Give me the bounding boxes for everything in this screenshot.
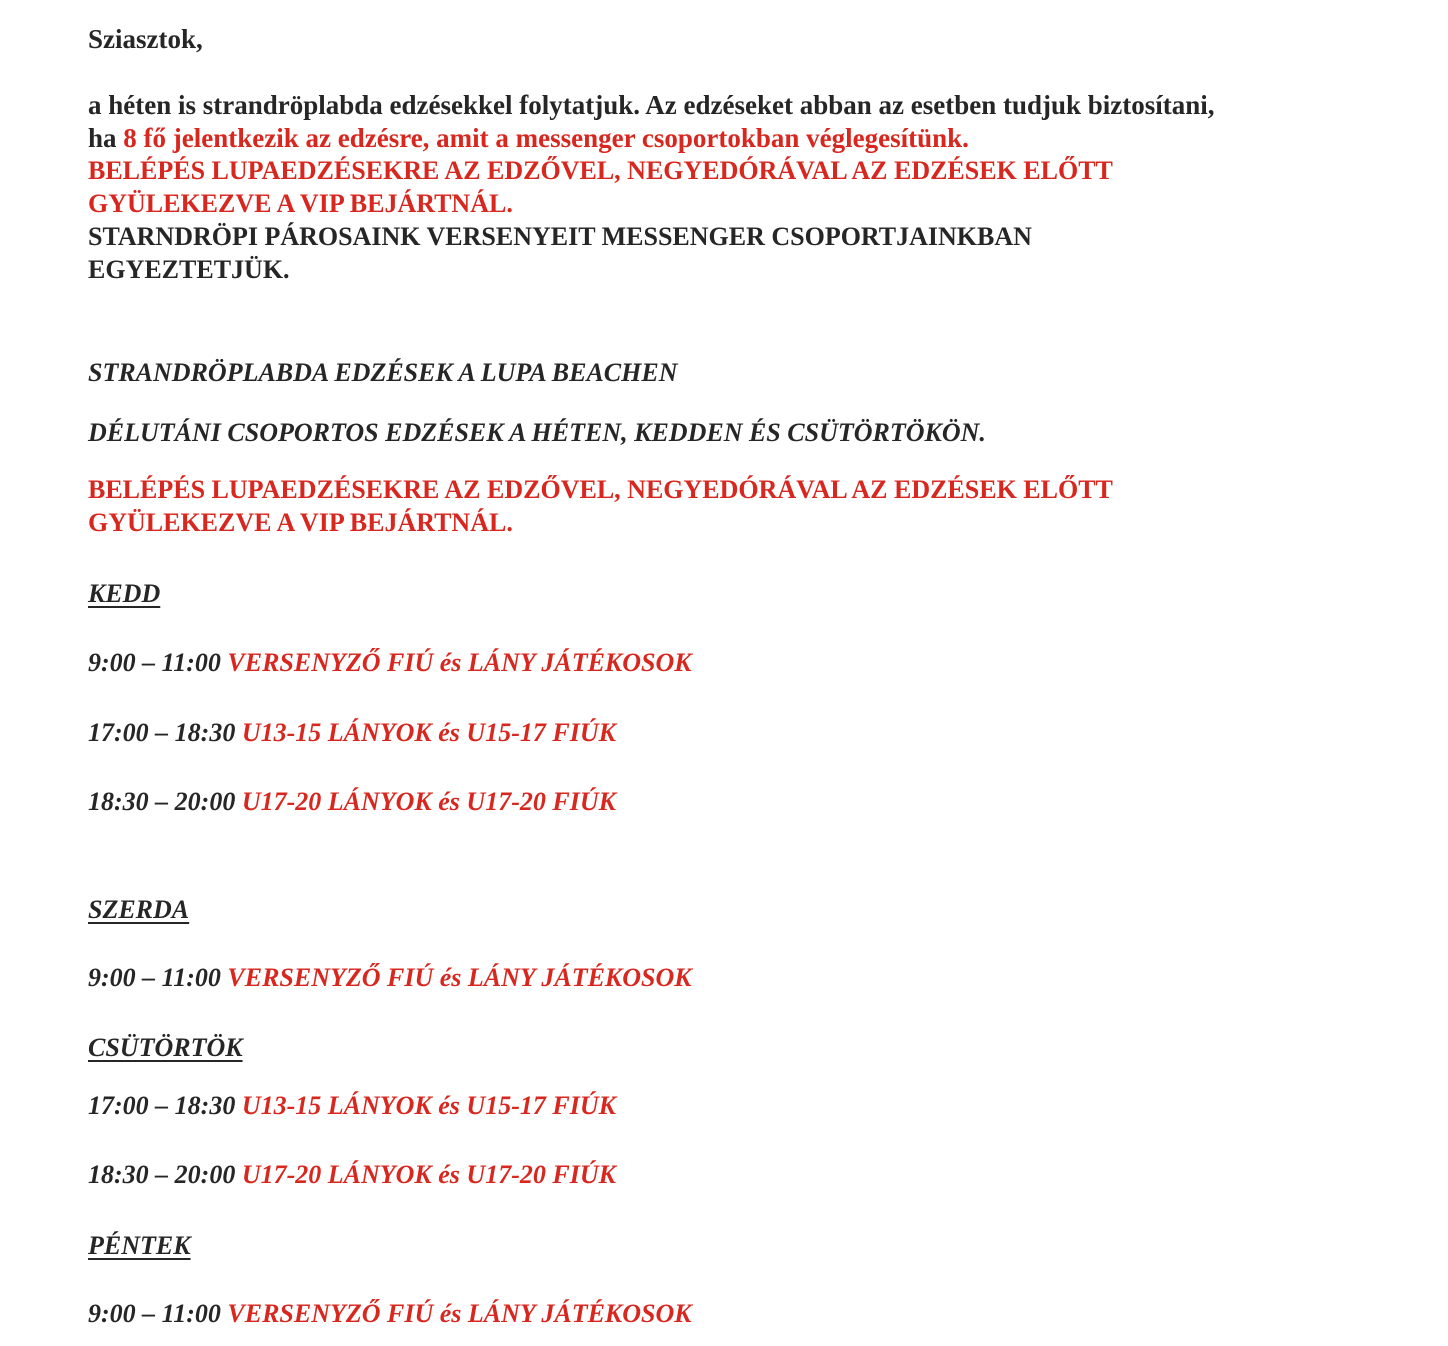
session-time: 9:00 – 11:00: [88, 1299, 221, 1328]
session-row: [88, 646, 692, 680]
day-heading-szerda: SZERDA: [88, 895, 190, 924]
entry-notice-line-2: GYÜLEKEZVE A VIP BEJÁRTNÁL.: [88, 189, 513, 218]
session-time: 18:30 – 20:00: [88, 1160, 236, 1189]
section-heading: STRANDRÖPLABDA EDZÉSEK A LUPA BEACHEN: [88, 358, 678, 387]
session-row: [88, 1089, 616, 1123]
intro-line-1: a héten is strandröplabda edzésekkel folytatjuk. Az edzéseket abban az esetben tudjuk biztosítani,: [88, 90, 1215, 120]
pairs-notice-line-2: EGYEZTETJÜK.: [88, 255, 290, 284]
entry-notice-line-1: BELÉPÉS LUPAEDZÉSEKRE AZ EDZŐVEL, NEGYEDÓRÁVAL AZ EDZÉSEK ELŐTT: [88, 156, 1113, 185]
day-heading-kedd: KEDD: [88, 579, 161, 608]
entry-notice-2-line-2: GYÜLEKEZVE A VIP BEJÁRTNÁL.: [88, 508, 513, 537]
session-group: U17-20 LÁNYOK és U17-20 FIÚK: [241, 787, 616, 816]
intro-line-2: [88, 121, 969, 155]
afternoon-heading: DÉLUTÁNI CSOPORTOS EDZÉSEK A HÉTEN, KEDDEN ÉS CSÜTÖRTÖKÖN.: [88, 418, 986, 447]
greeting: Sziasztok,: [88, 24, 203, 54]
session-row: [88, 961, 692, 995]
session-group: VERSENYZŐ FIÚ és LÁNY JÁTÉKOSOK: [227, 963, 692, 992]
day-heading-pentek: PÉNTEK: [88, 1231, 191, 1260]
session-row: [88, 1297, 692, 1331]
session-time: 9:00 – 11:00: [88, 963, 221, 992]
pairs-notice-line-1: STARNDRÖPI PÁROSAINK VERSENYEIT MESSENGER CSOPORTJAINKBAN: [88, 222, 1032, 251]
session-group: VERSENYZŐ FIÚ és LÁNY JÁTÉKOSOK: [227, 648, 692, 677]
session-group: U13-15 LÁNYOK és U15-17 FIÚK: [241, 1091, 616, 1120]
session-row: [88, 1158, 616, 1192]
session-row: [88, 785, 616, 819]
session-time: 18:30 – 20:00: [88, 787, 236, 816]
intro-line-2-highlight: 8 fő jelentkezik az edzésre, amit a messenger csoportokban véglegesítünk.: [123, 123, 969, 153]
session-row: [88, 716, 616, 750]
session-group: VERSENYZŐ FIÚ és LÁNY JÁTÉKOSOK: [227, 1299, 692, 1328]
session-group: U13-15 LÁNYOK és U15-17 FIÚK: [241, 718, 616, 747]
session-time: 17:00 – 18:30: [88, 1091, 236, 1120]
session-group: U17-20 LÁNYOK és U17-20 FIÚK: [241, 1160, 616, 1189]
session-time: 9:00 – 11:00: [88, 648, 221, 677]
session-time: 17:00 – 18:30: [88, 718, 236, 747]
entry-notice-2-line-1: BELÉPÉS LUPAEDZÉSEKRE AZ EDZŐVEL, NEGYEDÓRÁVAL AZ EDZÉSEK ELŐTT: [88, 475, 1113, 504]
intro-line-2-prefix: ha: [88, 123, 124, 153]
day-heading-csutortok: CSÜTÖRTÖK: [88, 1033, 243, 1062]
